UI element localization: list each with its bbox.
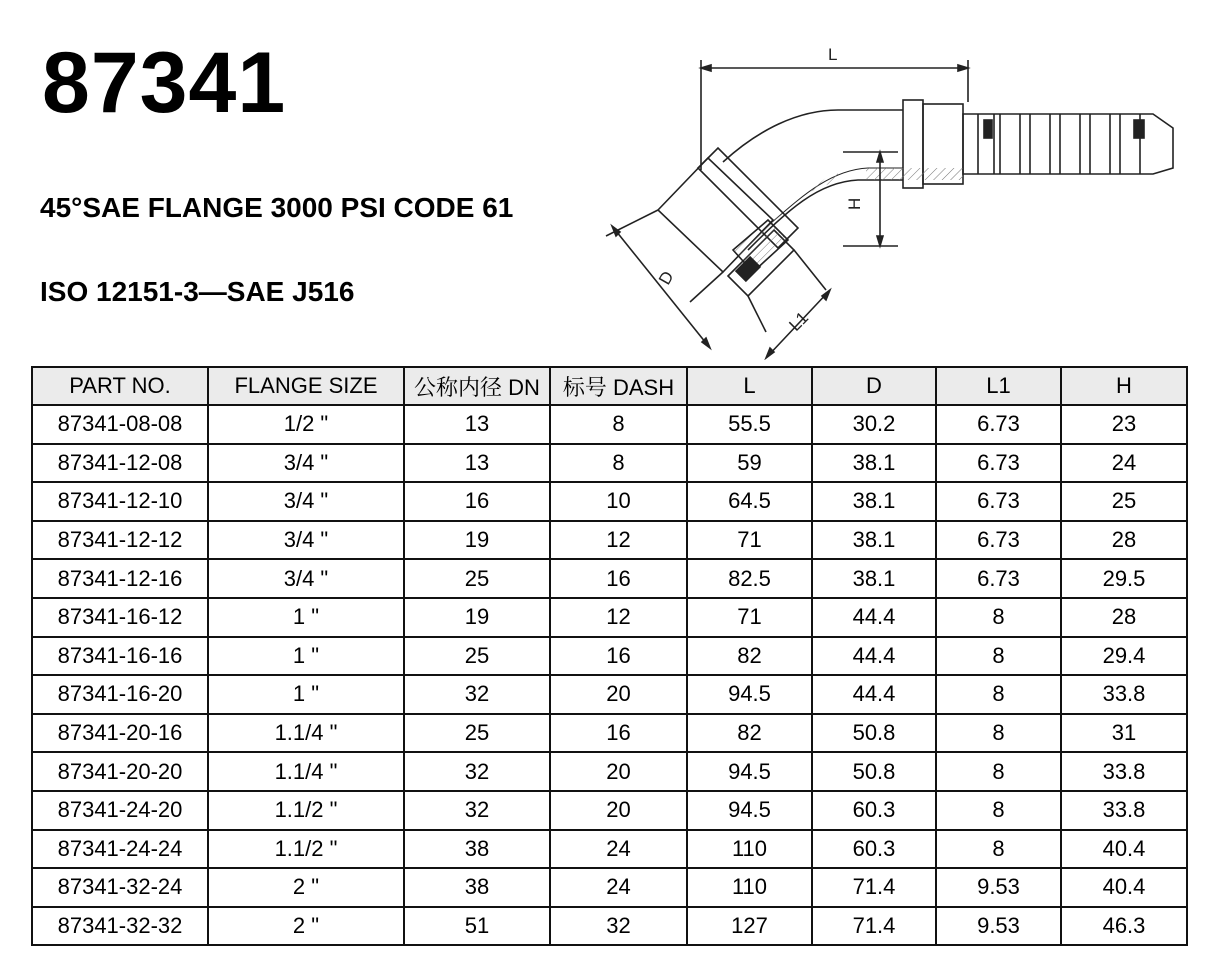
cell-h: 33.8 — [1061, 752, 1187, 791]
cell-l1: 9.53 — [936, 907, 1061, 946]
cell-l1: 6.73 — [936, 521, 1061, 560]
cell-l: 82.5 — [687, 559, 812, 598]
cell-dn: 32 — [404, 675, 550, 714]
iso-subtitle: ISO 12151-3—SAE J516 — [40, 276, 355, 307]
cell-dash: 8 — [550, 444, 687, 483]
table-row — [32, 830, 1187, 869]
cell-dash: 12 — [550, 521, 687, 560]
cell-h: 40.4 — [1061, 830, 1187, 869]
cell-dn: 25 — [404, 637, 550, 676]
cell-l1: 6.73 — [936, 444, 1061, 483]
cell-h: 40.4 — [1061, 868, 1187, 907]
table-row — [32, 714, 1187, 753]
cell-l: 55.5 — [687, 405, 812, 444]
dim-label-l1: L1 — [785, 308, 813, 335]
cell-flange-size: 3/4 " — [208, 559, 404, 598]
cell-dash: 16 — [550, 637, 687, 676]
col-l: L — [687, 367, 812, 405]
cell-d: 44.4 — [812, 675, 936, 714]
cell-flange-size: 1.1/4 " — [208, 714, 404, 753]
cell-d: 30.2 — [812, 405, 936, 444]
cell-dash: 10 — [550, 482, 687, 521]
cell-dn: 25 — [404, 559, 550, 598]
cell-d: 71.4 — [812, 868, 936, 907]
cell-dash: 16 — [550, 559, 687, 598]
cell-l: 94.5 — [687, 675, 812, 714]
cell-dn: 38 — [404, 830, 550, 869]
cell-part-no: 87341-12-16 — [32, 559, 208, 598]
cell-dash: 32 — [550, 907, 687, 946]
table-body — [32, 405, 1187, 945]
table-row — [32, 637, 1187, 676]
cell-flange-size: 3/4 " — [208, 444, 404, 483]
cell-dn: 19 — [404, 521, 550, 560]
cell-l: 59 — [687, 444, 812, 483]
cell-dn: 16 — [404, 482, 550, 521]
table-row — [32, 521, 1187, 560]
cell-dn: 13 — [404, 405, 550, 444]
dim-label-h: H — [845, 197, 864, 210]
cell-l1: 8 — [936, 675, 1061, 714]
part-number-title: 87341 — [42, 35, 287, 131]
cell-l: 94.5 — [687, 752, 812, 791]
col-h: H — [1061, 367, 1187, 405]
cell-h: 33.8 — [1061, 791, 1187, 830]
cell-l: 71 — [687, 521, 812, 560]
cell-flange-size: 3/4 " — [208, 482, 404, 521]
cell-h: 28 — [1061, 521, 1187, 560]
col-l1: L1 — [936, 367, 1061, 405]
cell-l1: 8 — [936, 714, 1061, 753]
cell-l1: 8 — [936, 830, 1061, 869]
cell-part-no: 87341-32-24 — [32, 868, 208, 907]
cell-l: 94.5 — [687, 791, 812, 830]
cell-flange-size: 1 " — [208, 598, 404, 637]
cell-d: 44.4 — [812, 637, 936, 676]
cell-dash: 24 — [550, 868, 687, 907]
cell-d: 71.4 — [812, 907, 936, 946]
cell-l: 110 — [687, 868, 812, 907]
cell-h: 28 — [1061, 598, 1187, 637]
cell-flange-size: 2 " — [208, 868, 404, 907]
cell-l1: 9.53 — [936, 868, 1061, 907]
cell-h: 46.3 — [1061, 907, 1187, 946]
cell-d: 50.8 — [812, 752, 936, 791]
cell-part-no: 87341-12-08 — [32, 444, 208, 483]
cell-part-no: 87341-20-20 — [32, 752, 208, 791]
cell-d: 60.3 — [812, 791, 936, 830]
cell-l: 82 — [687, 714, 812, 753]
table-row — [32, 752, 1187, 791]
cell-d: 38.1 — [812, 521, 936, 560]
cell-dn: 32 — [404, 791, 550, 830]
cell-dash: 16 — [550, 714, 687, 753]
cell-dn: 13 — [404, 444, 550, 483]
table-row — [32, 791, 1187, 830]
cell-dash: 20 — [550, 675, 687, 714]
dim-label-d: D — [655, 267, 678, 288]
spec-table — [31, 366, 1188, 946]
cell-flange-size: 2 " — [208, 907, 404, 946]
cell-l1: 8 — [936, 791, 1061, 830]
cell-l1: 6.73 — [936, 482, 1061, 521]
cell-part-no: 87341-16-16 — [32, 637, 208, 676]
cell-d: 60.3 — [812, 830, 936, 869]
table-row — [32, 405, 1187, 444]
cell-h: 31 — [1061, 714, 1187, 753]
cell-l1: 8 — [936, 637, 1061, 676]
cell-flange-size: 1/2 " — [208, 405, 404, 444]
cell-flange-size: 3/4 " — [208, 521, 404, 560]
cell-d: 50.8 — [812, 714, 936, 753]
cell-d: 38.1 — [812, 444, 936, 483]
d-dimension-line — [612, 226, 710, 348]
cell-part-no: 87341-16-20 — [32, 675, 208, 714]
cell-l1: 6.73 — [936, 559, 1061, 598]
cell-h: 29.5 — [1061, 559, 1187, 598]
cell-flange-size: 1 " — [208, 637, 404, 676]
cell-part-no: 87341-12-12 — [32, 521, 208, 560]
dim-label-l: L — [828, 45, 838, 64]
cell-l: 71 — [687, 598, 812, 637]
col-dash: 标号 DASH — [550, 367, 687, 405]
cell-part-no: 87341-24-24 — [32, 830, 208, 869]
cell-d: 44.4 — [812, 598, 936, 637]
table-row — [32, 444, 1187, 483]
cell-part-no: 87341-20-16 — [32, 714, 208, 753]
cell-dash: 24 — [550, 830, 687, 869]
cell-l1: 6.73 — [936, 405, 1061, 444]
cell-dn: 25 — [404, 714, 550, 753]
cell-flange-size: 1.1/4 " — [208, 752, 404, 791]
cell-flange-size: 1 " — [208, 675, 404, 714]
cell-dash: 8 — [550, 405, 687, 444]
table-row — [32, 675, 1187, 714]
cell-dash: 20 — [550, 752, 687, 791]
cell-flange-size: 1.1/2 " — [208, 830, 404, 869]
table-row — [32, 868, 1187, 907]
table-header-row — [32, 367, 1187, 405]
cell-l: 127 — [687, 907, 812, 946]
cell-h: 29.4 — [1061, 637, 1187, 676]
cell-h: 25 — [1061, 482, 1187, 521]
cell-part-no: 87341-16-12 — [32, 598, 208, 637]
table-row — [32, 559, 1187, 598]
cell-l: 110 — [687, 830, 812, 869]
cell-l1: 8 — [936, 598, 1061, 637]
col-d: D — [812, 367, 936, 405]
cell-flange-size: 1.1/2 " — [208, 791, 404, 830]
cell-d: 38.1 — [812, 559, 936, 598]
cell-dn: 51 — [404, 907, 550, 946]
cell-part-no: 87341-32-32 — [32, 907, 208, 946]
cell-l: 64.5 — [687, 482, 812, 521]
cell-part-no: 87341-24-20 — [32, 791, 208, 830]
col-part-no: PART NO. — [32, 367, 208, 405]
col-flange-size: FLANGE SIZE — [208, 367, 404, 405]
cell-l1: 8 — [936, 752, 1061, 791]
table-row — [32, 482, 1187, 521]
col-dn: 公称内径 DN — [404, 367, 550, 405]
cell-d: 38.1 — [812, 482, 936, 521]
cell-dn: 32 — [404, 752, 550, 791]
cell-part-no: 87341-08-08 — [32, 405, 208, 444]
standard-subtitle: 45°SAE FLANGE 3000 PSI CODE 61 — [40, 192, 514, 223]
cell-h: 24 — [1061, 444, 1187, 483]
table-row — [32, 907, 1187, 946]
cell-h: 33.8 — [1061, 675, 1187, 714]
cell-h: 23 — [1061, 405, 1187, 444]
cell-part-no: 87341-12-10 — [32, 482, 208, 521]
table-row — [32, 598, 1187, 637]
fitting-drawing — [598, 40, 1188, 360]
cell-dash: 12 — [550, 598, 687, 637]
cell-dn: 19 — [404, 598, 550, 637]
cell-dn: 38 — [404, 868, 550, 907]
cell-dash: 20 — [550, 791, 687, 830]
cell-l: 82 — [687, 637, 812, 676]
